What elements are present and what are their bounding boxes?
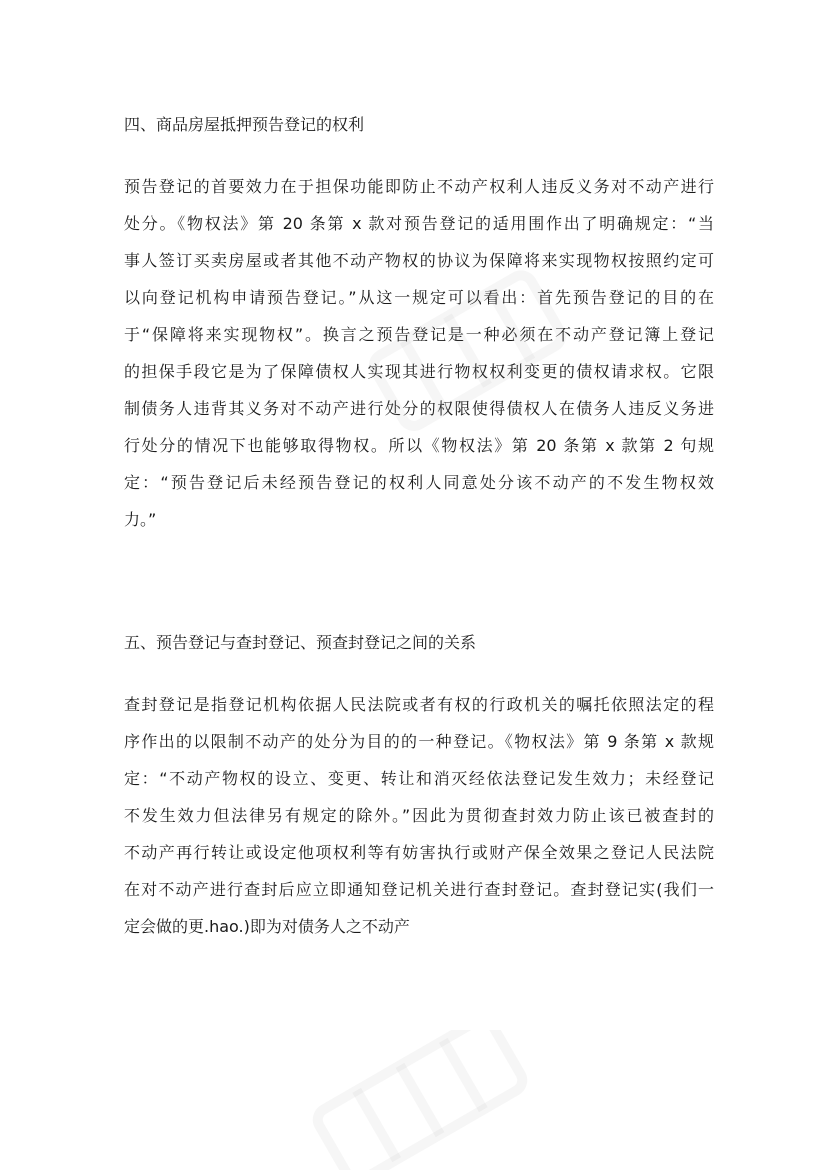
paragraph-line: 在对不动产进行查封后应立即通知登记机关进行查封登记。查封登记实(我们一 <box>124 880 714 899</box>
watermark-graphic <box>300 1030 540 1170</box>
paragraph-2 <box>124 686 714 945</box>
paragraph-line: 行处分的情况下也能够取得物权。所以《物权法》第 20 条第 x 款第 2 句规 <box>124 436 714 455</box>
section-heading-4: 四、商品房屋抵押预告登记的权利 <box>124 115 365 134</box>
paragraph-line: 查封登记是指登记机构依据人民法院或者有权的行政机关的嘱托依照法定的程 <box>124 695 714 714</box>
paragraph-line: 事人签订买卖房屋或者其他不动产物权的协议为保障将来实现物权按照约定可 <box>124 251 714 270</box>
paragraph-line: 定：“不动产物权的设立、变更、转让和消灭经依法登记发生效力；未经登记 <box>124 769 714 788</box>
paragraph-line: 不动产再行转让或设定他项权利等有妨害执行或财产保全效果之登记人民法院 <box>124 843 714 862</box>
paragraph-line: 于“保障将来实现物权”。换言之预告登记是一种必须在不动产登记簿上登记 <box>124 325 714 344</box>
paragraph-line: 不发生效力但法律另有规定的除外。”因此为贯彻查封效力防止该已被查封的 <box>124 806 714 825</box>
paragraph-line: 以向登记机构申请预告登记。”从这一规定可以看出：首先预告登记的目的在 <box>124 288 714 307</box>
paragraph-line: 定：“预告登记后未经预告登记的权利人同意处分该不动产的不发生物权效 <box>124 473 714 492</box>
paragraph-line: 的担保手段它是为了保障债权人实现其进行物权权利变更的债权请求权。它限 <box>124 362 714 381</box>
paragraph-line: 处分。《物权法》第 20 条第 x 款对预告登记的适用围作出了明确规定：“当 <box>124 214 714 233</box>
section-heading-5: 五、预告登记与查封登记、预查封登记之间的关系 <box>124 633 477 652</box>
paragraph-1 <box>124 168 714 538</box>
paragraph-line: 力。” <box>124 510 157 529</box>
paragraph-line: 制债务人违背其义务对不动产进行处分的权限使得债权人在债务人违反义务进 <box>124 399 714 418</box>
paragraph-line: 序作出的以限制不动产的处分为目的的一种登记。《物权法》第 9 条第 x 款规 <box>124 732 714 751</box>
paragraph-line: 定会做的更.hao.)即为对债务人之不动产 <box>124 917 410 936</box>
paragraph-line: 预告登记的首要效力在于担保功能即防止不动产权利人违反义务对不动产进行 <box>124 177 714 196</box>
